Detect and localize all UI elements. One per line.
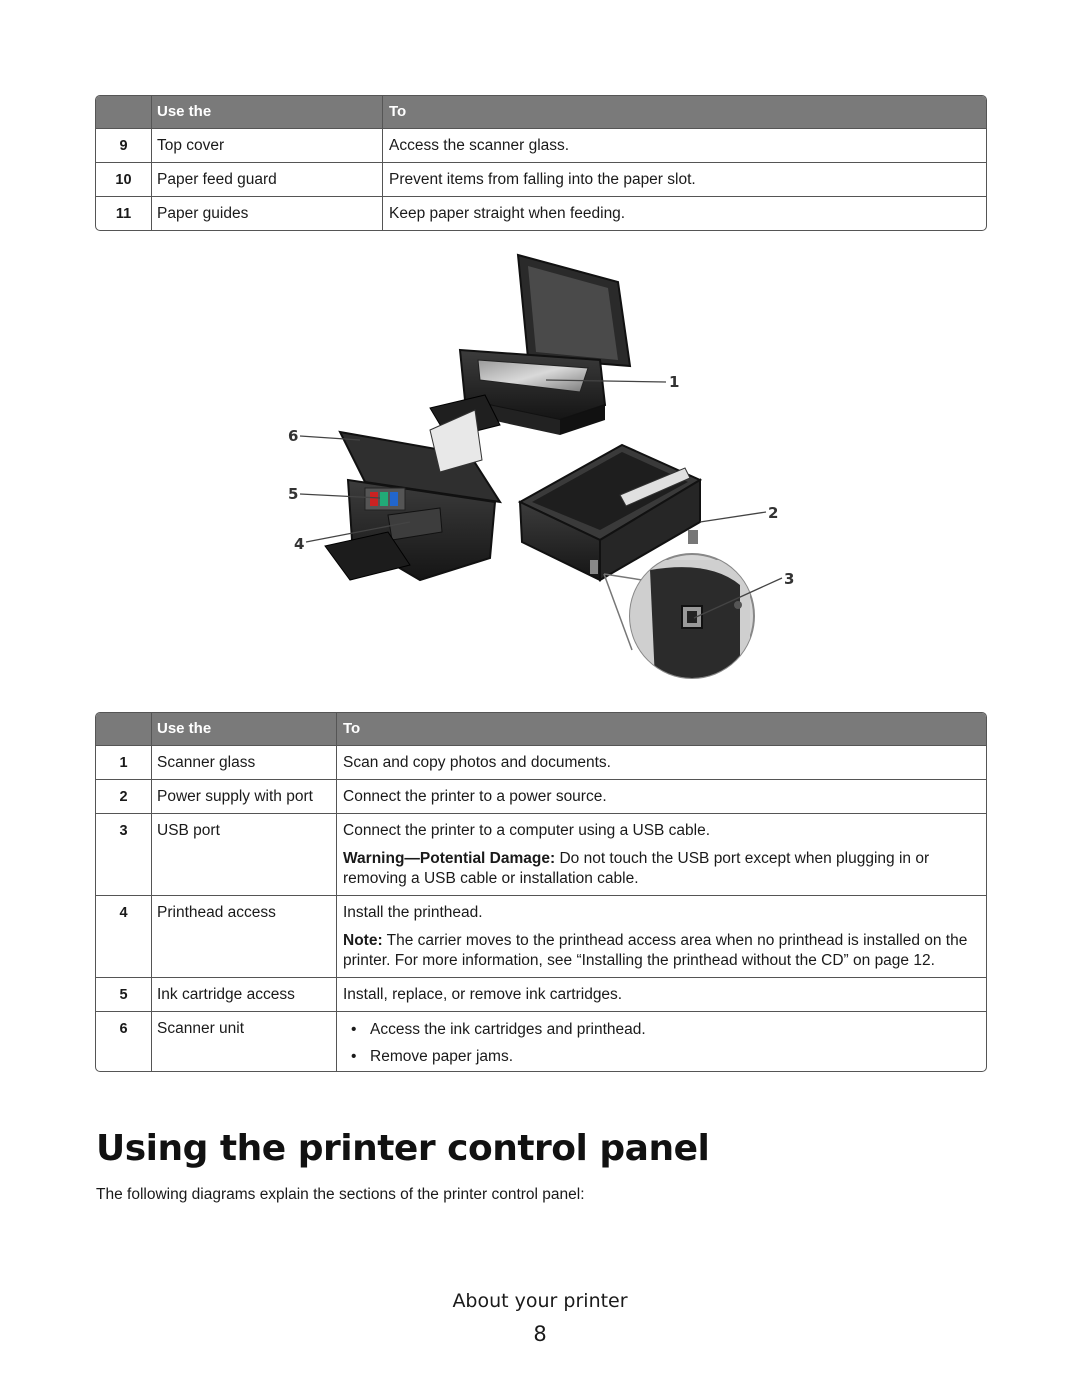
note-paragraph (343, 931, 982, 971)
warning-label: Warning—Potential Damage: (343, 850, 556, 867)
callout-4: 4 (294, 535, 305, 553)
row-purpose: Keep paper straight when feeding. (389, 205, 626, 222)
note-text: The carrier moves to the printhead access area when no printhead is installed on the printer. For more information, see “Installing the printhead without the CD” on page 12. (343, 932, 968, 969)
table-row (96, 196, 986, 230)
row-part: Scanner glass (152, 746, 337, 779)
header-to: To (343, 720, 361, 737)
table-row (96, 895, 986, 977)
row-purpose: Connect the printer to a computer using a USB cable. (343, 822, 711, 839)
header-number (96, 96, 152, 128)
table-row (96, 162, 986, 196)
table-row (96, 779, 986, 813)
header-to: To (389, 103, 407, 120)
row-purpose-cell (337, 896, 986, 977)
table-row (96, 977, 986, 1011)
section-intro: The following diagrams explain the sections of the printer control panel: (96, 1186, 585, 1203)
row-number: 9 (96, 129, 152, 162)
row-number: 4 (96, 896, 152, 977)
table-row (96, 745, 986, 779)
note-label: Note: (343, 932, 383, 949)
warning-text: Do not touch the USB port except when plugging in or removing a USB cable or installation cable. (343, 850, 930, 887)
bullet-item: • Remove paper jams. (343, 1043, 982, 1070)
printer-open-lid-drawing (430, 255, 630, 438)
bullet-item: • Access the ink cartridges and printhead. (343, 1016, 982, 1043)
callout-5: 5 (288, 485, 299, 503)
row-number: 1 (96, 746, 152, 779)
row-purpose: Scan and copy photos and documents. (343, 754, 611, 771)
row-number: 5 (96, 978, 152, 1011)
header-number (96, 713, 152, 745)
header-use-the: Use the (152, 713, 337, 745)
row-purpose-cell (337, 1012, 986, 1071)
parts-table-top (95, 95, 987, 231)
table-row (96, 1011, 986, 1071)
row-part: Printhead access (152, 896, 337, 977)
table-row (96, 128, 986, 162)
table-header (96, 713, 986, 745)
printer-scanner-raised-drawing (325, 410, 500, 580)
callout-6: 6 (288, 427, 299, 445)
row-part: Paper feed guard (152, 163, 383, 196)
row-part: Power supply with port (152, 780, 337, 813)
table-row (96, 813, 986, 895)
row-part: Top cover (152, 129, 383, 162)
row-part: Paper guides (152, 197, 383, 230)
header-use-the: Use the (152, 96, 383, 128)
row-number: 2 (96, 780, 152, 813)
printer-illustration (270, 240, 810, 700)
row-purpose: Install, replace, or remove ink cartridges. (343, 986, 623, 1003)
row-number: 11 (96, 197, 152, 230)
usb-port-zoom-drawing (604, 554, 754, 680)
parts-table-bottom (95, 712, 987, 1072)
callout-3: 3 (784, 570, 795, 588)
row-part: Scanner unit (152, 1012, 337, 1071)
footer-chapter-title: About your printer (452, 1290, 628, 1312)
bullet-list (343, 1016, 982, 1070)
table-header (96, 96, 986, 128)
warning-paragraph (343, 849, 982, 889)
row-part: Ink cartridge access (152, 978, 337, 1011)
row-part: USB port (152, 814, 337, 895)
callout-1: 1 (669, 373, 680, 391)
row-number: 3 (96, 814, 152, 895)
callout-2: 2 (768, 504, 779, 522)
page-number: 8 (533, 1322, 547, 1346)
row-number: 10 (96, 163, 152, 196)
row-purpose: Prevent items from falling into the paper slot. (389, 171, 696, 188)
row-purpose: Install the printhead. (343, 904, 483, 921)
row-purpose: Connect the printer to a power source. (343, 788, 607, 805)
row-purpose: Access the scanner glass. (389, 137, 570, 154)
row-number: 6 (96, 1012, 152, 1071)
row-purpose-cell (337, 814, 986, 895)
section-heading: Using the printer control panel (96, 1128, 710, 1169)
